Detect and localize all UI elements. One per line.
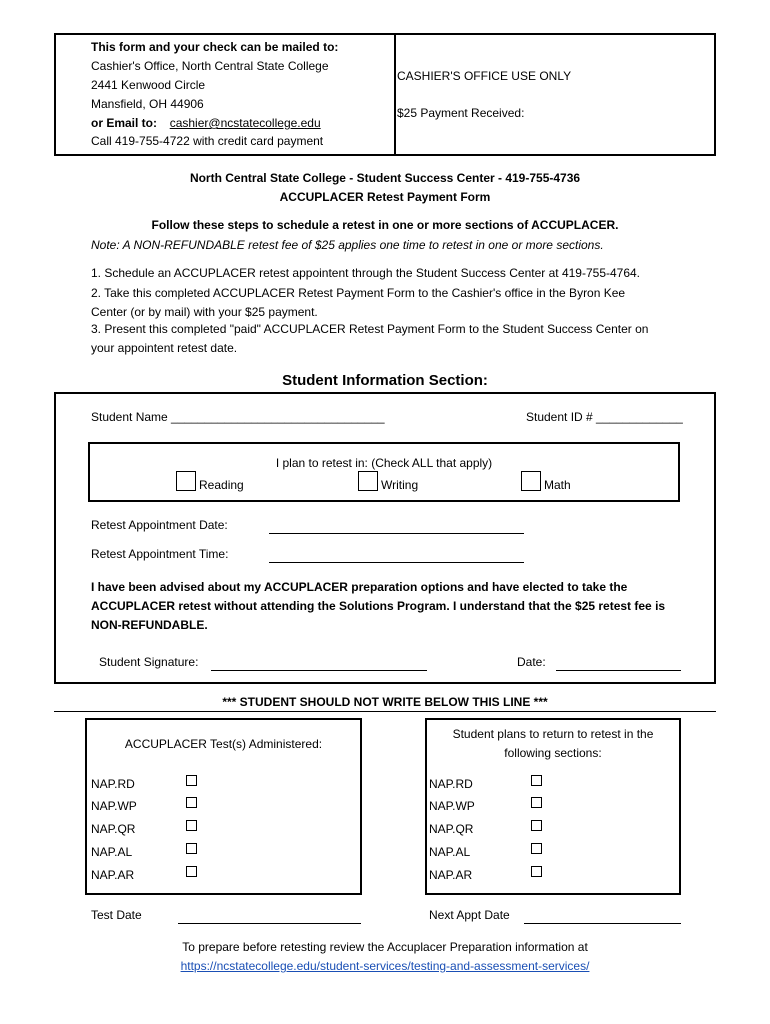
right-checkbox-rd[interactable] — [531, 775, 542, 786]
signature-label: Student Signature: — [99, 655, 199, 669]
writing-checkbox[interactable] — [358, 471, 378, 491]
instructions-heading: Follow these steps to schedule a retest in one or more sections of ACCUPLACER. — [151, 218, 619, 232]
reading-label: Reading — [199, 478, 244, 492]
student-name-field[interactable]: Student Name ________________________________ — [91, 410, 385, 424]
phone-line: Call 419-755-4722 with credit card payment — [91, 134, 324, 148]
right-code-al: NAP.AL — [429, 845, 471, 859]
step-2a: 2. Take this completed ACCUPLACER Retest Payment Form to the Cashier's office in the Byron Kee — [91, 286, 626, 300]
office-only-divider-text: *** STUDENT SHOULD NOT WRITE BELOW THIS LINE *** — [222, 695, 548, 709]
retest-prompt: I plan to retest in: (Check ALL that apply) — [275, 456, 493, 470]
date-label: Date: — [517, 655, 546, 669]
step-1: 1. Schedule an ACCUPLACER retest appointent through the Student Success Center at 419-755-4764. — [91, 266, 641, 280]
address-line-1: Cashier's Office, North Central State College — [91, 59, 329, 73]
divider-line — [54, 711, 716, 712]
form-title-line-2: ACCUPLACER Retest Payment Form — [279, 190, 491, 204]
appointment-time-label: Retest Appointment Time: — [91, 547, 229, 561]
left-code-al: NAP.AL — [91, 845, 133, 859]
right-checkbox-al[interactable] — [531, 843, 542, 854]
signature-input[interactable] — [211, 670, 427, 671]
cashier-office-box — [394, 33, 716, 156]
left-checkbox-ar[interactable] — [186, 866, 197, 877]
office-use-label: CASHIER'S OFFICE USE ONLY — [397, 69, 572, 83]
right-code-rd: NAP.RD — [429, 777, 473, 791]
math-label: Math — [544, 478, 571, 492]
right-checkbox-ar[interactable] — [531, 866, 542, 877]
prep-link-row — [0, 959, 770, 973]
left-checkbox-qr[interactable] — [186, 820, 197, 831]
form-title-line-1: North Central State College - Student Success Center - 419-755-4736 — [189, 171, 581, 185]
appointment-date-label: Retest Appointment Date: — [91, 518, 228, 532]
test-date-input[interactable] — [178, 923, 361, 924]
reading-checkbox[interactable] — [176, 471, 196, 491]
step-3a: 3. Present this completed "paid" ACCUPLACER Retest Payment Form to the Student Success Center on — [91, 322, 649, 336]
instructions-note: Note: A NON-REFUNDABLE retest fee of $25 applies one time to retest in one or more sections. — [91, 238, 604, 252]
left-code-qr: NAP.QR — [91, 822, 136, 836]
right-checkbox-wp[interactable] — [531, 797, 542, 808]
advised-statement-3: NON-REFUNDABLE. — [91, 618, 208, 632]
return-sections-title-2: following sections: — [504, 746, 602, 760]
left-checkbox-rd[interactable] — [186, 775, 197, 786]
student-info-box — [54, 392, 716, 684]
next-appt-label: Next Appt Date — [429, 908, 510, 922]
advised-statement-1: I have been advised about my ACCUPLACER preparation options and have elected to take the — [91, 580, 628, 594]
student-id-field[interactable]: Student ID # _____________ — [526, 410, 683, 424]
next-appt-input[interactable] — [524, 923, 681, 924]
email-row — [91, 116, 321, 130]
test-date-label: Test Date — [91, 908, 142, 922]
payment-received-label: $25 Payment Received: — [397, 106, 525, 120]
right-checkbox-qr[interactable] — [531, 820, 542, 831]
left-checkbox-wp[interactable] — [186, 797, 197, 808]
advised-statement-2: ACCUPLACER retest without attending the Solutions Program. I understand that the $25 retest fee is — [91, 599, 666, 613]
writing-label: Writing — [381, 478, 419, 492]
right-code-ar: NAP.AR — [429, 868, 473, 882]
prep-text: To prepare before retesting review the Accuplacer Preparation information at — [182, 940, 588, 954]
right-code-wp: NAP.WP — [429, 799, 475, 813]
math-checkbox[interactable] — [521, 471, 541, 491]
address-line-2: 2441 Kenwood Circle — [91, 78, 206, 92]
email-label: or Email to: — [91, 116, 158, 130]
left-code-rd: NAP.RD — [91, 777, 135, 791]
left-code-ar: NAP.AR — [91, 868, 135, 882]
right-code-qr: NAP.QR — [429, 822, 474, 836]
mail-title: This form and your check can be mailed to: — [91, 40, 339, 54]
prep-link[interactable]: https://ncstatecollege.edu/student-services/testing-and-assessment-services/ — [180, 959, 590, 973]
appointment-time-input[interactable] — [269, 562, 524, 563]
email-link[interactable]: cashier@ncstatecollege.edu — [169, 116, 321, 130]
address-line-3: Mansfield, OH 44906 — [91, 97, 204, 111]
left-code-wp: NAP.WP — [91, 799, 137, 813]
return-sections-title-1: Student plans to return to retest in the — [452, 727, 654, 741]
left-checkbox-al[interactable] — [186, 843, 197, 854]
step-2b: Center (or by mail) with your $25 payment. — [91, 305, 318, 319]
tests-administered-title: ACCUPLACER Test(s) Administered: — [124, 737, 323, 751]
step-3b: your appointent retest date. — [91, 341, 238, 355]
student-section-heading: Student Information Section: — [282, 372, 488, 389]
date-input[interactable] — [556, 670, 681, 671]
appointment-date-input[interactable] — [269, 533, 524, 534]
